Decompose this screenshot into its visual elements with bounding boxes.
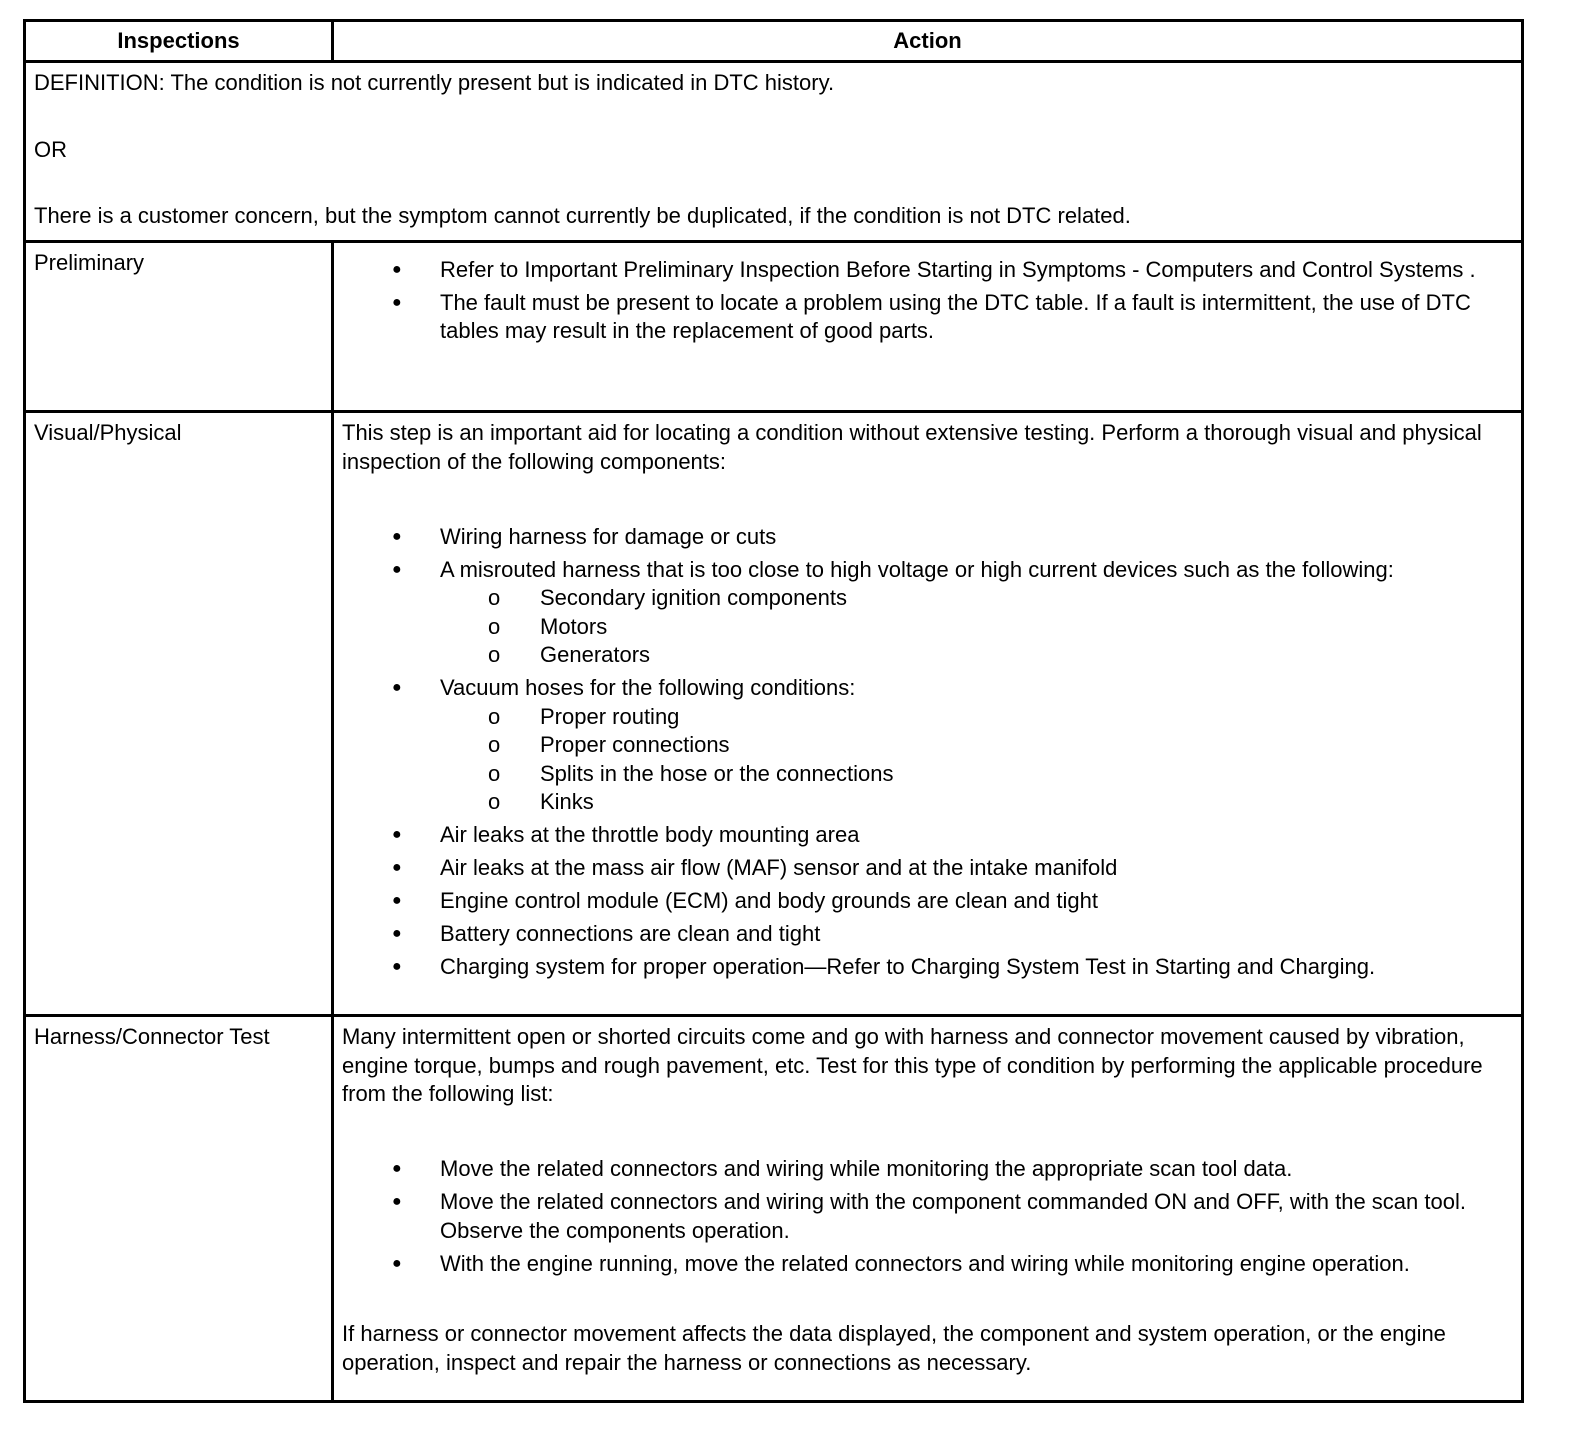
bullet-icon: ● <box>392 1193 402 1210</box>
definition-row <box>25 62 1523 242</box>
list-item-text: Proper connections <box>540 732 730 757</box>
bullet-icon: ● <box>392 892 402 909</box>
table-row <box>25 242 1523 412</box>
sub-list-item <box>440 788 1513 817</box>
sub-bullet-icon: o <box>488 760 501 786</box>
list-item <box>342 1250 1513 1279</box>
sub-list <box>440 584 1513 670</box>
list-item <box>342 854 1513 883</box>
definition-cell <box>25 62 1523 242</box>
sub-list-item <box>440 703 1513 732</box>
list-item-text: Air leaks at the throttle body mounting area <box>440 822 860 847</box>
sub-list-item <box>440 613 1513 642</box>
list-item-text: With the engine running, move the related connectors and wiring while monitoring engine operation. <box>440 1250 1410 1276</box>
action-cell <box>333 242 1523 412</box>
sub-list-item <box>440 760 1513 789</box>
list-item <box>342 1155 1513 1184</box>
inspections-header: Inspections <box>25 21 333 62</box>
list-item-text: Splits in the hose or the connections <box>540 760 894 786</box>
header-row <box>25 21 1523 62</box>
bullet-icon: ● <box>392 859 402 876</box>
bullet-list <box>342 1155 1513 1278</box>
list-item-text: Move the related connectors and wiring while monitoring the appropriate scan tool data. <box>440 1156 1293 1181</box>
list-item <box>342 256 1513 285</box>
table-row <box>25 1016 1523 1402</box>
list-item-text: Secondary ignition components <box>540 585 847 610</box>
bullet-icon: ● <box>392 958 402 975</box>
list-item <box>342 953 1513 982</box>
definition-text: DEFINITION: The condition is not currently present but is indicated in DTC history. <box>34 70 835 95</box>
inspection-table <box>23 19 1524 1403</box>
list-item <box>342 523 1513 552</box>
list-item-text: Vacuum hoses for the following conditions: <box>440 675 856 700</box>
bullet-list <box>342 523 1513 982</box>
action-outro: If harness or connector movement affects the data displayed, the component and system operation, or the engine operation, inspect and repair the harness or connections as necessary. <box>342 1321 1446 1375</box>
list-item <box>342 674 1513 817</box>
list-item-text: Motors <box>540 613 608 639</box>
list-item-text: Charging system for proper operation—Refer to Charging System Test in Starting and Charging. <box>440 954 1376 979</box>
sub-list-item <box>440 641 1513 670</box>
sub-bullet-icon: o <box>488 703 501 729</box>
list-item-text: A misrouted harness that is too close to high voltage or high current devices such as the following: <box>440 556 1394 582</box>
list-item <box>342 887 1513 916</box>
bullet-icon: ● <box>392 560 402 578</box>
sub-bullet-icon: o <box>488 642 501 667</box>
list-item-text: Engine control module (ECM) and body grounds are clean and tight <box>440 888 1098 913</box>
sub-bullet-icon: o <box>488 585 501 610</box>
bullet-icon: ● <box>392 260 402 278</box>
list-item-text: Refer to Important Preliminary Inspection Before Starting in Symptoms - Computers and Control Systems . <box>440 256 1476 282</box>
bullet-icon: ● <box>392 826 402 843</box>
sub-list-item <box>440 731 1513 760</box>
list-item-text: Air leaks at the mass air flow (MAF) sensor and at the intake manifold <box>440 855 1118 880</box>
inspection-label: Preliminary <box>25 242 333 412</box>
list-item-text: Wiring harness for damage or cuts <box>440 523 777 549</box>
list-item <box>342 821 1513 850</box>
bullet-list <box>342 256 1513 346</box>
list-item <box>342 556 1513 670</box>
action-header: Action <box>333 21 1523 62</box>
list-item <box>342 1188 1513 1245</box>
bullet-icon: ● <box>392 293 402 311</box>
list-item-text: Kinks <box>540 789 594 814</box>
definition-or: OR <box>34 136 67 162</box>
list-item-text: Battery connections are clean and tight <box>440 921 821 946</box>
action-intro: Many intermittent open or shorted circuits come and go with harness and connector movement caused by vibration, engine torque, bumps and rough pavement, etc. Test for this type of condition by performing the applicable procedure from the following list: <box>342 1024 1483 1106</box>
list-item <box>342 289 1513 346</box>
action-cell <box>333 1016 1523 1402</box>
sub-list <box>440 703 1513 817</box>
bullet-icon: ● <box>392 925 402 942</box>
sub-bullet-icon: o <box>488 789 501 814</box>
list-item-text: Generators <box>540 642 651 667</box>
sub-list-item <box>440 584 1513 613</box>
bullet-icon: ● <box>392 1254 402 1272</box>
list-item <box>342 920 1513 949</box>
inspection-label: Harness/Connector Test <box>25 1016 333 1402</box>
list-item-text: Move the related connectors and wiring with the component commanded ON and OFF, with the scan tool. Observe the components operation. <box>440 1189 1466 1243</box>
bullet-icon: ● <box>392 1160 402 1177</box>
bullet-icon: ● <box>392 679 402 696</box>
definition-text-2: There is a customer concern, but the symptom cannot currently be duplicated, if the condition is not DTC related. <box>34 203 1131 228</box>
table-row <box>25 412 1523 1016</box>
sub-bullet-icon: o <box>488 732 501 757</box>
sub-bullet-icon: o <box>488 613 501 639</box>
action-cell <box>333 412 1523 1016</box>
bullet-icon: ● <box>392 527 402 545</box>
inspection-label: Visual/Physical <box>25 412 333 1016</box>
list-item-text: The fault must be present to locate a problem using the DTC table. If a fault is intermittent, the use of DTC tables may result in the replacement of good parts. <box>440 289 1471 343</box>
action-intro: This step is an important aid for locating a condition without extensive testing. Perform a thorough visual and physical inspection of the following components: <box>342 420 1482 474</box>
list-item-text: Proper routing <box>540 703 680 729</box>
